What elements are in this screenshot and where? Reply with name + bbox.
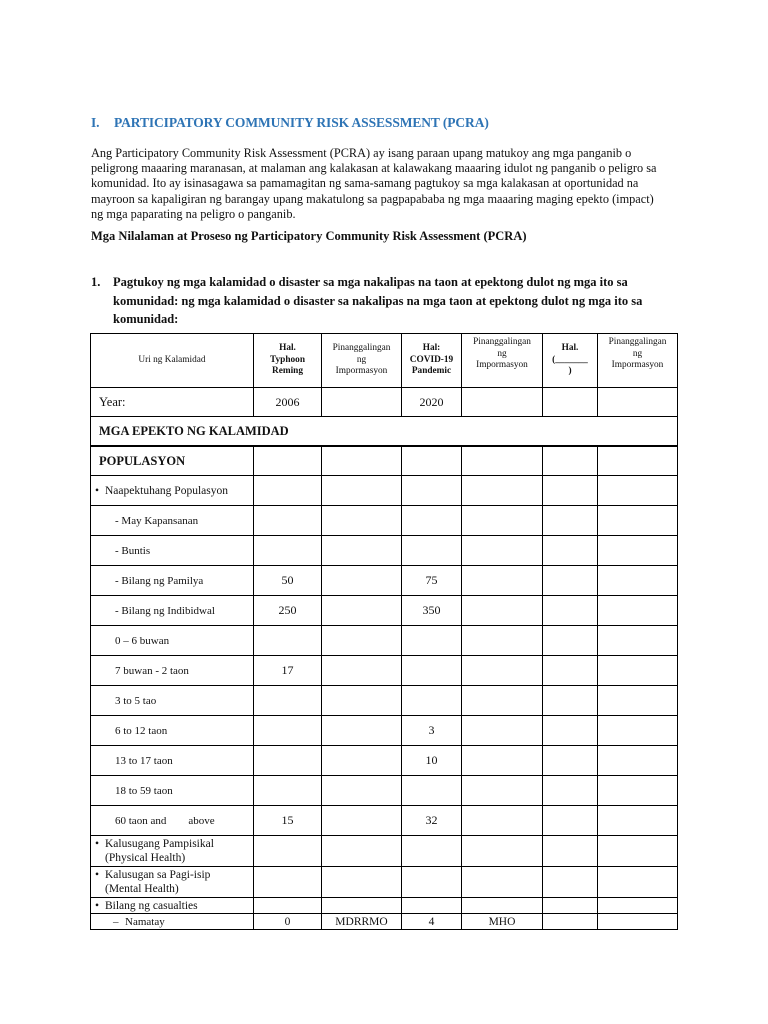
- section-populasyon: POPULASYON: [91, 446, 254, 476]
- namatay-source-2: MHO: [462, 914, 543, 930]
- intro-line: mayroon sa kapaligiran ng barangay upang makatulong sa pagpapababa ng mga maaaring maging epekto (impact): [91, 191, 654, 206]
- row-label: - May Kapansanan: [91, 506, 254, 536]
- pamilya-covid: 75: [402, 566, 462, 596]
- row-label: - Bilang ng Pamilya: [91, 566, 254, 596]
- intro-line: ng mga paparating na peligro o panganib.: [91, 206, 296, 221]
- table-row: [91, 536, 678, 566]
- table-row-age: 13 to 17 taon 10: [91, 746, 678, 776]
- pcra-table: [90, 333, 678, 930]
- casualties-label: • Bilang ng casualties: [91, 898, 254, 914]
- table-row-age: [91, 626, 678, 656]
- intro-line: komunidad. Ito ay isinasagawa sa pamamagitan ng sama-samang pagtukoy sa mga kalakasan at oportunidad na: [91, 176, 639, 191]
- table-row: [91, 914, 678, 930]
- intro-line: Ang Participatory Community Risk Assessment (PCRA) ay isang paraan upang matukoy ang mga panganib o: [91, 146, 632, 160]
- namatay-typhoon: 0: [254, 914, 322, 930]
- table-row-year: [91, 388, 678, 417]
- table-header-row: [91, 334, 678, 388]
- table-row: [91, 898, 678, 914]
- kalusugan-pampisikal-label: • Kalusugang Pampisikal (Physical Health): [91, 836, 254, 867]
- table-row: [91, 506, 678, 536]
- section-title: PARTICIPATORY COMMUNITY RISK ASSESSMENT (PCRA): [114, 115, 489, 130]
- table-row-section: [91, 446, 678, 476]
- header-covid: Hal: COVID-19 Pandemic: [402, 334, 462, 388]
- table-row-age: 7 buwan - 2 taon 17: [91, 656, 678, 686]
- table-row-age: [91, 686, 678, 716]
- table-row: [91, 836, 678, 867]
- item-1-line: komunidad: ng mga kalamidad o disaster sa nakalipas na mga taon at epektong dulot ng mga ito sa: [113, 293, 643, 308]
- section-heading: [91, 115, 489, 131]
- namatay-source-1: MDRRMO: [322, 914, 402, 930]
- table-row: [91, 476, 678, 506]
- item-1-line: komunidad:: [113, 312, 179, 326]
- naapektuhan-label: • Naapektuhang Populasyon: [91, 476, 254, 506]
- table-row-age: 6 to 12 taon 3: [91, 716, 678, 746]
- year-typhoon: 2006: [254, 388, 322, 417]
- header-source-3: Pinanggalingan ng Impormasyon: [598, 334, 678, 388]
- year-label: Year:: [91, 388, 254, 417]
- section-epekto: MGA EPEKTO NG KALAMIDAD: [91, 417, 678, 447]
- header-typhoon: Hal. Typhoon Reming: [254, 334, 322, 388]
- table-row: [91, 596, 678, 626]
- intro-line: peligrong maaaring maranasan, at malaman ang kalakasan at kalawakang maaaring idulot ng panganib o peligro sa: [91, 161, 657, 176]
- table-row: [91, 566, 678, 596]
- age-label: 60 taon and above: [91, 806, 254, 836]
- age-label: 0 – 6 buwan: [91, 626, 254, 656]
- age-label: 3 to 5 tao: [91, 686, 254, 716]
- namatay-label: – Namatay: [91, 914, 254, 930]
- header-source-1: Pinanggalingan ng Impormasyon: [322, 334, 402, 388]
- age-label: 7 buwan - 2 taon: [91, 656, 254, 686]
- row-label: - Buntis: [91, 536, 254, 566]
- intro-paragraph: [91, 146, 681, 222]
- indibidwal-typhoon: 250: [254, 596, 322, 626]
- kalusugan-isip-label: • Kalusugan sa Pagi-isip (Mental Health): [91, 867, 254, 898]
- header-uri-ng-kalamidad: Uri ng Kalamidad: [91, 334, 254, 388]
- age-label: 6 to 12 taon: [91, 716, 254, 746]
- header-source-2: Pinanggalingan ng Impormasyon: [462, 334, 543, 388]
- subheading: Mga Nilalaman at Proseso ng Participatory Community Risk Assessment (PCRA): [91, 229, 527, 243]
- table-row-age: [91, 776, 678, 806]
- age-label: 13 to 17 taon: [91, 746, 254, 776]
- pamilya-typhoon: 50: [254, 566, 322, 596]
- item-1-number: 1.: [91, 275, 101, 289]
- row-label: - Bilang ng Indibidwal: [91, 596, 254, 626]
- age-label: 18 to 59 taon: [91, 776, 254, 806]
- header-hal-blank: Hal. (_______ ): [543, 334, 598, 388]
- namatay-covid: 4: [402, 914, 462, 930]
- indibidwal-covid: 350: [402, 596, 462, 626]
- item-1-line: Pagtukoy ng mga kalamidad o disaster sa mga nakalipas na taon at epektong dulot ng mga ito sa: [113, 275, 628, 289]
- year-covid: 2020: [402, 388, 462, 417]
- table-row-age: 60 taon and above 15 32: [91, 806, 678, 836]
- section-number: I.: [91, 115, 100, 130]
- table-row: [91, 867, 678, 898]
- table-row-section: [91, 417, 678, 447]
